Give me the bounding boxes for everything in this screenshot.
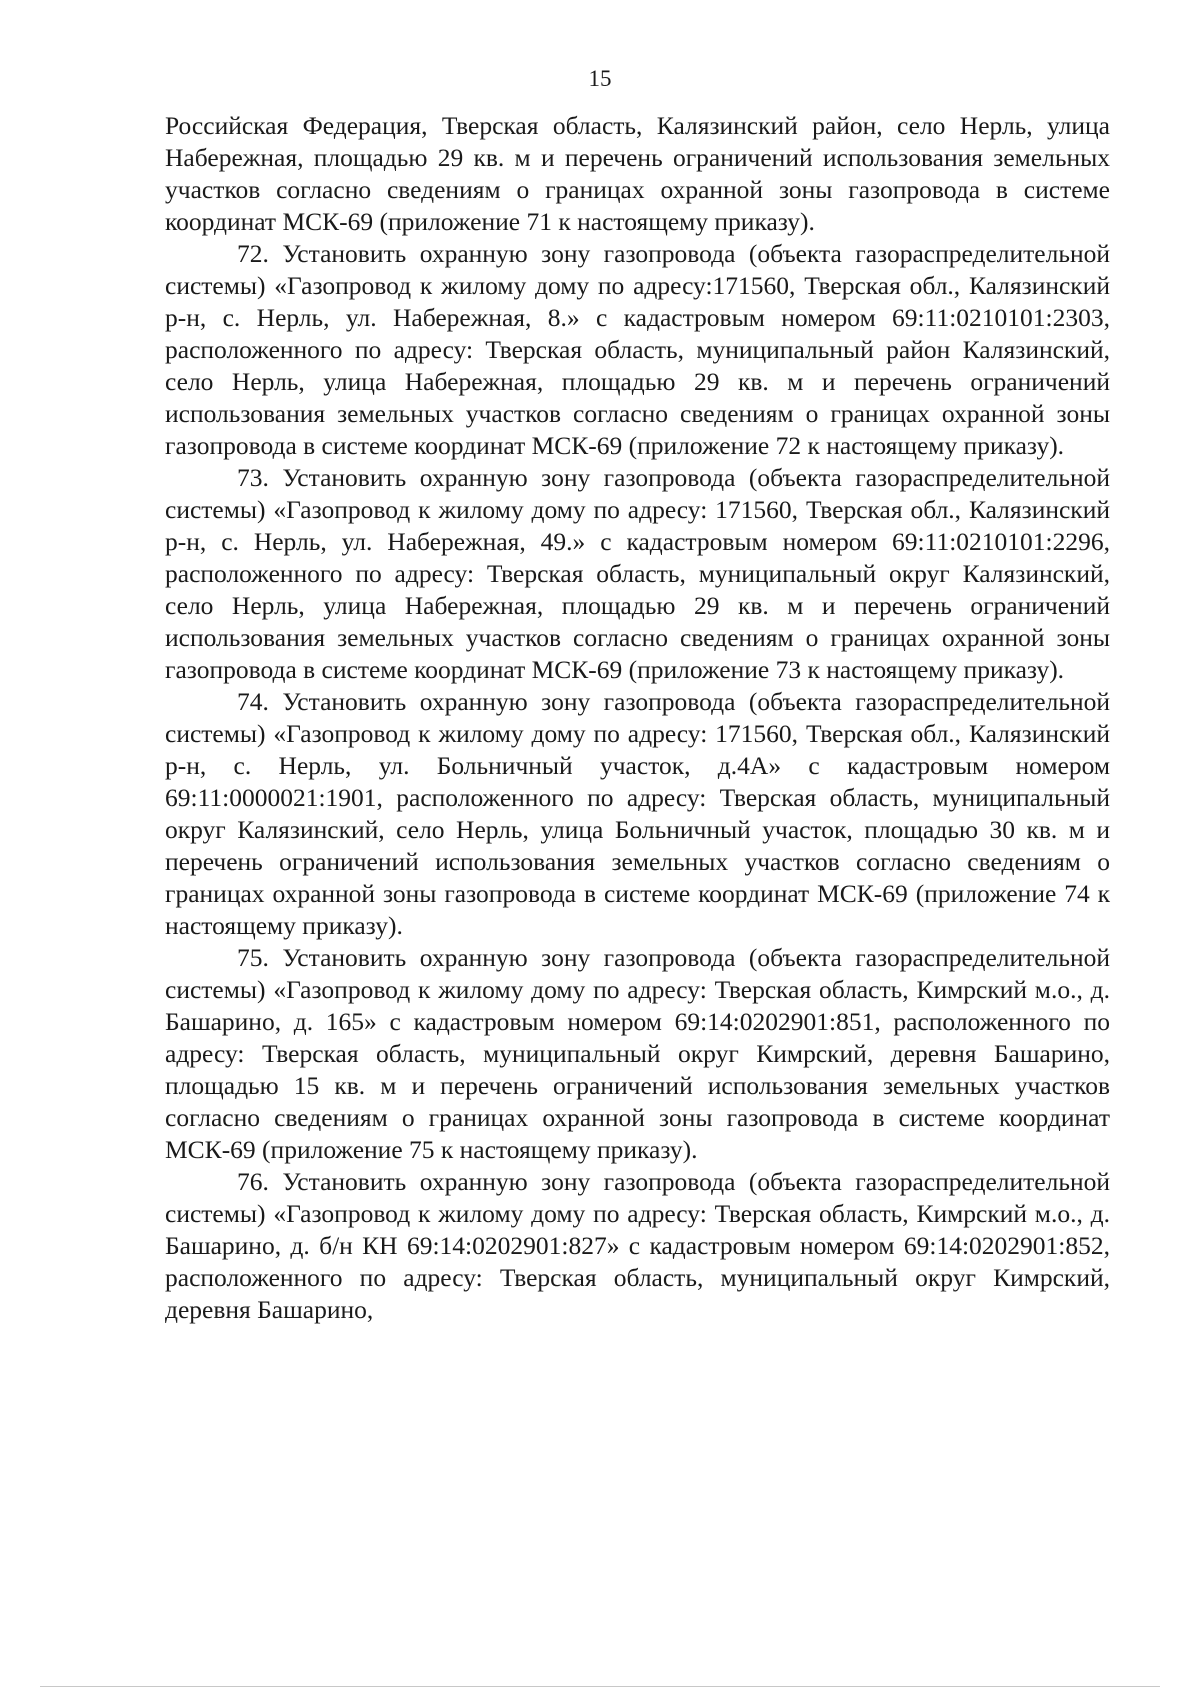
paragraph-item-73: 73. Установить охранную зону газопровода (объекта газораспределительной системы) «Газопровод к жилому дому по адресу: 171560, Тверская обл., Калязинский р-н, с. Нерль, ул. Набережная, 49.» с кадастровым номером 69:11:0210101:2296, расположенного по адресу: Тверская область, муниципальный округ Калязинский, село Нерль, улица Набережная, площадью 29 кв. м и перечень ограничений использования земельных участков согласно сведениям о границах охранной зоны газопровода в системе координат МСК-69 (приложение 73 к настоящему приказу). (165, 463, 1110, 684)
paragraph-item-75: 75. Установить охранную зону газопровода (объекта газораспределительной системы) «Газопровод к жилому дому по адресу: Тверская область, Кимрский м.о., д. Башарино, д. 165» с кадастровым номером 69:14:0202901:851, расположенного по адресу: Тверская область, муниципальный округ Кимрский, деревня Башарино, площадью 15 кв. м и перечень ограничений использования земельных участков согласно сведениям о границах охранной зоны газопровода в системе координат МСК-69 (приложение 75 к настоящему приказу). (165, 943, 1110, 1164)
page-number: 15 (588, 66, 612, 91)
paragraph-item-76: 76. Установить охранную зону газопровода (объекта газораспределительной системы) «Газопровод к жилому дому по адресу: Тверская область, Кимрский м.о., д. Башарино, д. б/н КН 69:14:0202901:827» с кадастровым номером 69:14:0202901:852, расположенного по адресу: Тверская область, муниципальный округ Кимрский, деревня Башарино, (165, 1167, 1110, 1324)
paragraph-continuation-71: Российская Федерация, Тверская область, Калязинский район, село Нерль, улица Набережная, площадью 29 кв. м и перечень ограничений использования земельных участков согласно сведениям о границах охранной зоны газопровода в системе координат МСК-69 (приложение 71 к настоящему приказу). (165, 111, 1110, 236)
scan-edge-line (40, 1686, 1160, 1687)
paragraph-item-74: 74. Установить охранную зону газопровода (объекта газораспределительной системы) «Газопровод к жилому дому по адресу: 171560, Тверская обл., Калязинский р-н, с. Нерль, ул. Больничный участок, д.4А» с кадастровым номером 69:11:0000021:1901, расположенного по адресу: Тверская область, муниципальный округ Калязинский, село Нерль, улица Больничный участок, площадью 30 кв. м и перечень ограничений использования земельных участков согласно сведениям о границах охранной зоны газопровода в системе координат МСК-69 (приложение 74 к настоящему приказу). (165, 687, 1110, 940)
document-body (165, 110, 1110, 1326)
paragraph-item-72: 72. Установить охранную зону газопровода (объекта газораспределительной системы) «Газопровод к жилому дому по адресу:171560, Тверская обл., Калязинский р-н, с. Нерль, ул. Набережная, 8.» с кадастровым номером 69:11:0210101:2303, расположенного по адресу: Тверская область, муниципальный район Калязинский, село Нерль, улица Набережная, площадью 29 кв. м и перечень ограничений использования земельных участков согласно сведениям о границах охранной зоны газопровода в системе координат МСК-69 (приложение 72 к настоящему приказу). (165, 239, 1110, 460)
